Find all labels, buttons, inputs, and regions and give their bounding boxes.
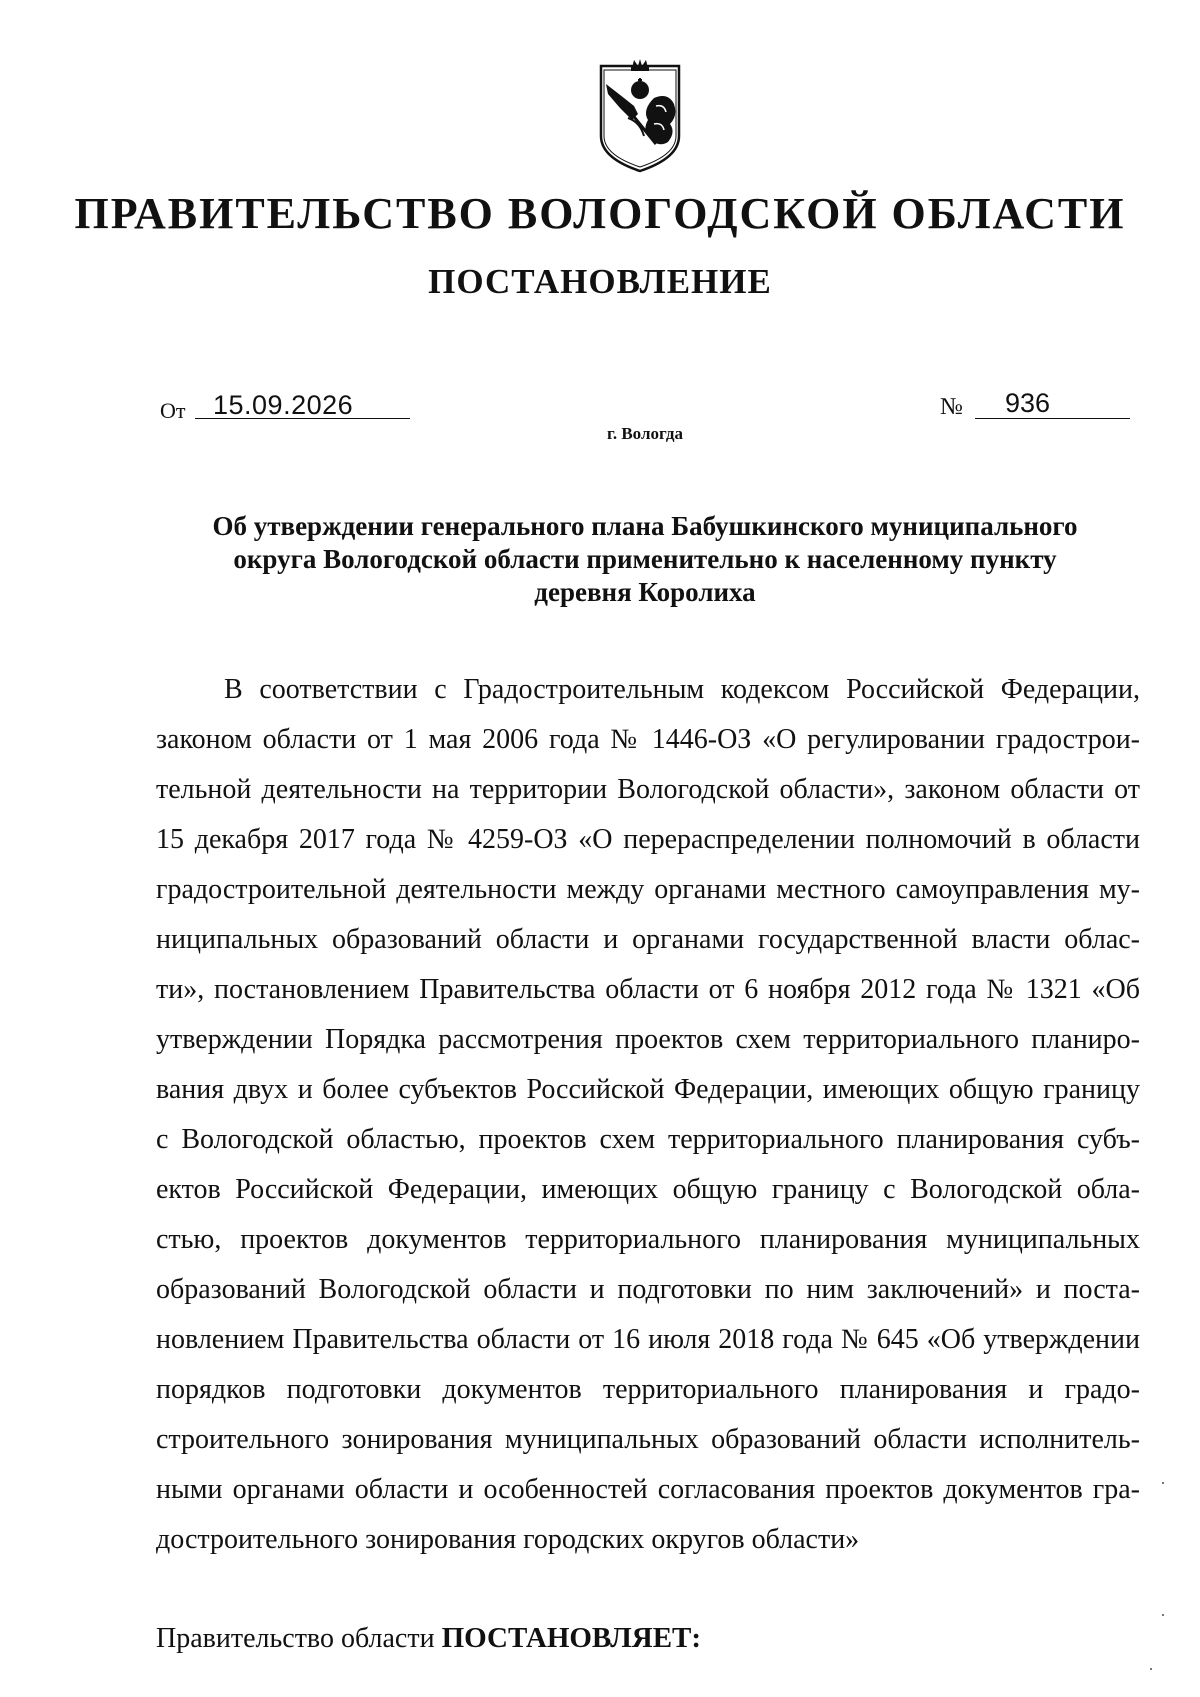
body-line: В соответствии с Градостроительным кодексом Российской Федерации,	[224, 674, 1140, 705]
scan-speck	[1162, 1482, 1164, 1484]
number-underline	[975, 418, 1130, 419]
body-line: ектов Российской Федерации, имеющих общую границу с Вологодской обла-	[156, 1174, 1140, 1205]
coat-of-arms-icon	[598, 58, 682, 174]
decree-word: ПОСТАНОВЛЯЕТ:	[441, 1622, 702, 1654]
body-line: строительного зонирования муниципальных образований области исполнитель-	[156, 1424, 1140, 1455]
body-line: ти», постановлением Правительства области от 6 ноября 2012 года № 1321 «Об	[156, 974, 1140, 1005]
body-line: новлением Правительства области от 16 июля 2018 года № 645 «Об утверждении	[156, 1324, 1140, 1355]
body-line: 15 декабря 2017 года № 4259-ОЗ «О перераспределении полномочий в области	[156, 824, 1140, 855]
body-line: достроительного зонирования городских округов области»	[156, 1524, 860, 1555]
body-line: тельной деятельности на территории Вологодской области», законом области от	[156, 774, 1140, 805]
body-line: утверждении Порядка рассмотрения проектов схем территориального планиро-	[156, 1024, 1140, 1055]
body-line: образований Вологодской области и подготовки по ним заключений» и поста-	[156, 1274, 1140, 1305]
body-line: порядков подготовки документов территориального планирования и градо-	[156, 1374, 1140, 1405]
issuing-city: г. Вологда	[607, 424, 683, 443]
scan-speck	[1150, 1668, 1152, 1670]
document-type-title: ПОСТАНОВЛЕНИЕ	[428, 262, 772, 301]
decree-closing	[156, 1622, 701, 1655]
body-line: вания двух и более субъектов Российской Федерации, имеющих общую границу	[156, 1074, 1140, 1105]
body-line: градостроительной деятельности между органами местного самоуправления му-	[156, 874, 1140, 905]
document-subject	[150, 510, 1140, 609]
body-line: с Вологодской областью, проектов схем территориального планирования субъ-	[156, 1124, 1140, 1155]
body-line: законом области от 1 мая 2006 года № 1446-ОЗ «О регулировании градострои-	[156, 724, 1140, 755]
body-line: стью, проектов документов территориального планирования муниципальных	[156, 1224, 1140, 1255]
date-prefix-label: От	[160, 398, 186, 423]
scan-speck	[1162, 1614, 1164, 1616]
body-line: ными органами области и особенностей согласования проектов документов гра-	[156, 1474, 1140, 1505]
subject-line: Об утверждении генерального плана Бабушкинского муниципального	[212, 511, 1078, 541]
closing-prefix: Правительство области	[156, 1623, 435, 1654]
preamble-paragraph	[156, 665, 1140, 1565]
body-line: ниципальных образований области и органами государственной власти облас-	[156, 924, 1140, 955]
subject-line: деревня Королиха	[534, 577, 756, 607]
document-date: 15.09.2026	[213, 390, 354, 420]
document-number: 936	[1005, 388, 1051, 418]
government-title: ПРАВИТЕЛЬСТВО ВОЛОГОДСКОЙ ОБЛАСТИ	[74, 189, 1126, 238]
subject-line: округа Вологодской области применительно к населенному пункту	[233, 544, 1057, 574]
number-prefix-label: №	[940, 394, 963, 420]
